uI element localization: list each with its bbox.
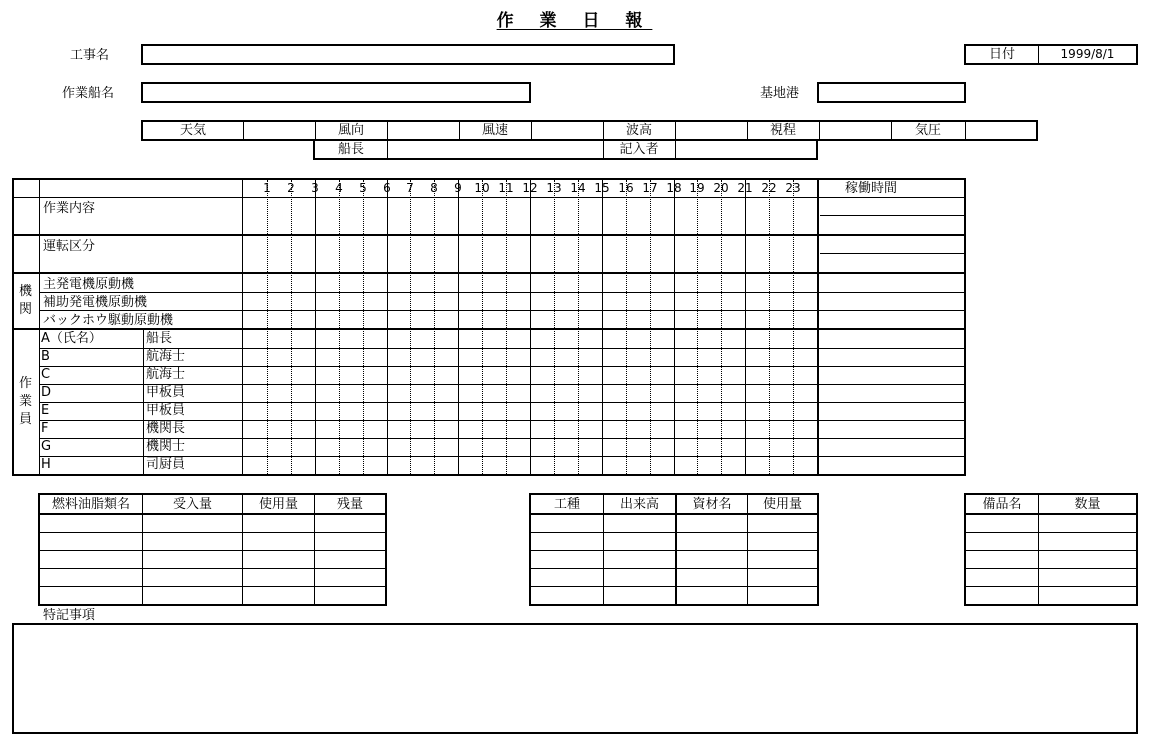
hour-label: 23 bbox=[785, 181, 801, 195]
hour-divider bbox=[482, 180, 483, 474]
equipment-table bbox=[964, 493, 1138, 606]
worker-id: H bbox=[41, 457, 51, 472]
work-col-type: 工種 bbox=[553, 497, 580, 512]
construction-name-label: 工事名 bbox=[70, 48, 110, 63]
hour-label: 14 bbox=[570, 181, 586, 195]
base-port-label: 基地港 bbox=[760, 86, 800, 101]
operating-time-label: 稼働時間 bbox=[845, 181, 898, 196]
hour-label: 20 bbox=[713, 181, 729, 195]
fuel-col-name: 燃料油脂類名 bbox=[51, 497, 130, 512]
remarks-field[interactable] bbox=[12, 623, 1138, 734]
hour-divider bbox=[674, 180, 675, 474]
worker-id: E bbox=[41, 403, 50, 418]
hour-label: 1 bbox=[263, 181, 271, 195]
hour-divider bbox=[530, 180, 531, 474]
work-content-label: 作業内容 bbox=[43, 201, 96, 216]
worker-id: F bbox=[41, 421, 49, 436]
hour-label: 5 bbox=[359, 181, 367, 195]
work-col-output: 出来高 bbox=[619, 497, 659, 512]
hour-divider bbox=[363, 180, 364, 474]
worker-group-label-1: 作 bbox=[19, 376, 33, 391]
worker-role: 航海士 bbox=[146, 349, 186, 364]
wind-speed-label: 風速 bbox=[481, 123, 508, 138]
recorder-label: 記入者 bbox=[619, 142, 659, 157]
visibility-label: 視程 bbox=[769, 123, 796, 138]
hour-label: 18 bbox=[666, 181, 682, 195]
hour-label: 15 bbox=[594, 181, 610, 195]
hour-divider bbox=[745, 180, 746, 474]
fuel-table bbox=[38, 493, 387, 606]
hour-label: 17 bbox=[642, 181, 658, 195]
date-box bbox=[964, 44, 1138, 65]
hour-divider bbox=[697, 180, 698, 474]
engine-row-backhoe: バックホウ駆動原動機 bbox=[43, 313, 174, 328]
hour-divider bbox=[626, 180, 627, 474]
work-col-used: 使用量 bbox=[762, 497, 802, 512]
hour-divider bbox=[410, 180, 411, 474]
hour-label: 6 bbox=[383, 181, 391, 195]
conditions-row bbox=[141, 120, 1038, 141]
wave-height-label: 波高 bbox=[625, 123, 652, 138]
fuel-col-used: 使用量 bbox=[258, 497, 298, 512]
hour-divider bbox=[650, 180, 651, 474]
worker-role: 機関士 bbox=[146, 439, 186, 454]
worker-group-label-3: 員 bbox=[19, 412, 33, 427]
pressure-label: 気圧 bbox=[914, 123, 941, 138]
worker-role: 甲板員 bbox=[146, 385, 186, 400]
hour-divider bbox=[267, 180, 268, 474]
page-title: 作 業 日 報 bbox=[496, 11, 653, 31]
hour-label: 19 bbox=[689, 181, 705, 195]
hour-label: 8 bbox=[430, 181, 438, 195]
hour-divider bbox=[339, 180, 340, 474]
hour-label: 9 bbox=[454, 181, 462, 195]
worker-id: G bbox=[41, 439, 52, 454]
worker-role: 司厨員 bbox=[146, 457, 186, 472]
base-port-field[interactable] bbox=[817, 82, 966, 103]
remarks-label: 特記事項 bbox=[43, 608, 96, 623]
worker-id: C bbox=[41, 367, 51, 382]
fuel-col-received: 受入量 bbox=[172, 497, 212, 512]
weather-label: 天気 bbox=[179, 123, 206, 138]
hour-divider bbox=[315, 180, 316, 474]
hour-label: 13 bbox=[546, 181, 562, 195]
hour-label: 21 bbox=[737, 181, 753, 195]
hour-label: 10 bbox=[474, 181, 490, 195]
work-col-material: 資材名 bbox=[692, 497, 732, 512]
date-label: 日付 bbox=[988, 47, 1015, 62]
hour-label: 22 bbox=[761, 181, 777, 195]
worker-role: 船長 bbox=[146, 331, 173, 346]
hour-divider bbox=[578, 180, 579, 474]
hour-label: 12 bbox=[522, 181, 538, 195]
hour-divider bbox=[458, 180, 459, 474]
hour-divider bbox=[721, 180, 722, 474]
hour-divider bbox=[434, 180, 435, 474]
engine-group-label-1: 機 bbox=[19, 284, 33, 299]
engine-row-auxiliary: 補助発電機原動機 bbox=[43, 295, 148, 310]
hour-label: 16 bbox=[618, 181, 634, 195]
hour-label: 11 bbox=[498, 181, 514, 195]
engine-group-label-2: 関 bbox=[19, 302, 33, 317]
hour-divider bbox=[769, 180, 770, 474]
equipment-col-quantity: 数量 bbox=[1074, 497, 1101, 512]
hour-divider bbox=[602, 180, 603, 474]
hour-label: 4 bbox=[335, 181, 343, 195]
operation-class-label: 運転区分 bbox=[43, 239, 96, 254]
wind-direction-label: 風向 bbox=[337, 123, 364, 138]
construction-name-field[interactable] bbox=[141, 44, 675, 65]
hour-divider bbox=[291, 180, 292, 474]
crew-row bbox=[313, 139, 818, 160]
equipment-col-name: 備品名 bbox=[982, 497, 1022, 512]
hour-label: 2 bbox=[287, 181, 295, 195]
work-material-table bbox=[529, 493, 819, 606]
worker-role: 甲板員 bbox=[146, 403, 186, 418]
captain-label: 船長 bbox=[337, 142, 364, 157]
worker-role: 機関長 bbox=[146, 421, 186, 436]
worker-group-label-2: 業 bbox=[19, 394, 33, 409]
worker-id: B bbox=[41, 349, 50, 364]
hour-label: 3 bbox=[311, 181, 319, 195]
hour-divider bbox=[793, 180, 794, 474]
engine-row-main: 主発電機原動機 bbox=[43, 277, 135, 292]
hour-divider bbox=[554, 180, 555, 474]
vessel-name-field[interactable] bbox=[141, 82, 531, 103]
worker-role: 航海士 bbox=[146, 367, 186, 382]
fuel-col-remaining: 残量 bbox=[336, 497, 363, 512]
date-value[interactable]: 1999/8/1 bbox=[1060, 47, 1115, 61]
vessel-label: 作業船名 bbox=[62, 86, 115, 101]
hour-divider bbox=[506, 180, 507, 474]
hour-label: 7 bbox=[406, 181, 414, 195]
worker-id: D bbox=[41, 385, 52, 400]
hour-divider bbox=[387, 180, 388, 474]
worker-id: A（氏名） bbox=[41, 331, 102, 346]
